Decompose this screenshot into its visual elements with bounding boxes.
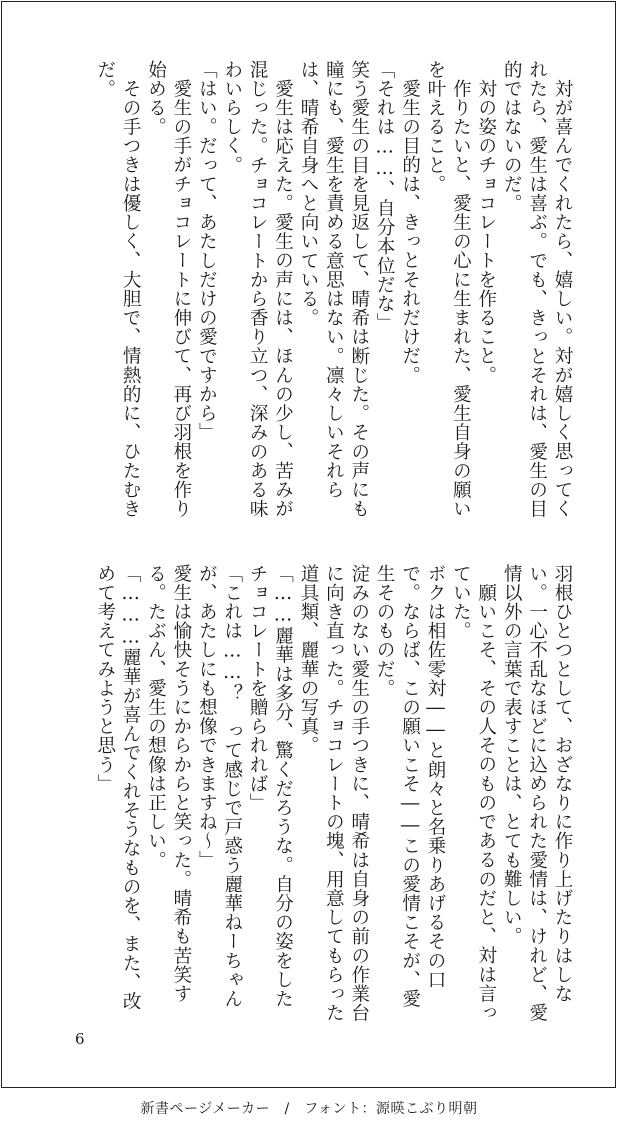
dialogue: 「それは……、自分本位だな」: [374, 60, 396, 333]
dialogue: 「これは……？ って感じで戸惑う麗華ねーちゃんが、あたしにも想像できますね〜」: [196, 564, 243, 1009]
paragraph: 愛生は愉快そうにからからと笑った。晴希も苦笑する。たぶん、愛生の想像は正しい。: [145, 564, 192, 1004]
paragraph: 淀みのない愛生の手つきに、晴希は自身の前の作業台に向き直った。チョコレートの塊、用意してもらった道具類、麗華の写真。: [297, 564, 370, 1023]
paragraph: 願いこそ、その人そのものであるのだと、対は言っていた。: [450, 564, 497, 1022]
paragraph: 愛生は応えた。愛生の声には、ほんの少し、苦みが混じった。チョコレートから香り立つ、深みのある味わいらしく。: [221, 60, 294, 519]
paragraph: 対が喜んでくれたら、嬉しい。対が嬉しく思ってくれたら、愛生は喜ぶ。でも、きっとそれは、愛生の目的ではないのだ。: [501, 60, 573, 519]
dialogue: 「……麗華は多分、驚くだろうな。自分の姿をしたチョコレートを贈られれば」: [247, 564, 294, 1009]
bottom-text-column: [85, 564, 575, 1024]
paragraph: その手つきは優しく、大胆で、情熱的に、ひたむきだ。: [94, 60, 142, 518]
paragraph: ボクは相佐零対――と朗々と名乗りあげるその口で。ならば、この願いこそ――この愛情こそが、愛生そのものだ。: [374, 564, 446, 1009]
paragraph: 羽根ひとつとして、おざなりに作り上げたりはしない。一心不乱なほどに込められた愛情は、けれど、愛情以外の言葉で表すことは、とても難しい。: [501, 564, 573, 1023]
footer-credit: 新書ページメーカー / フォント：源暎こぶり明朝: [140, 1101, 478, 1117]
paragraph: 作りたいと、愛生の心に生まれた、愛生自身の願いを叶えること。: [424, 60, 472, 518]
dialogue: 「はい。だって、あたしだけの愛ですから」: [196, 60, 218, 442]
dialogue: 「………麗華が喜んでくれそうなものを、また、改めて考えてみようと思う」: [94, 564, 142, 1011]
top-text-column: [85, 60, 575, 530]
page-frame: [1, 1, 616, 1088]
paragraph: 愛生の目的は、きっとそれだけだ。: [399, 78, 421, 385]
paragraph: 愛生の手がチョコレートに伸びて、再び羽根を作り始める。: [145, 60, 192, 518]
paragraph: 笑う愛生の目を見返して、晴希は断じた。その声にも瞳にも、愛生を責める意思はない。凛々しいそれらは、晴希自身へと向いている。: [297, 60, 370, 519]
paragraph: 対の姿のチョコレートを作ること。: [475, 78, 497, 385]
page-number: 6: [75, 1030, 85, 1048]
